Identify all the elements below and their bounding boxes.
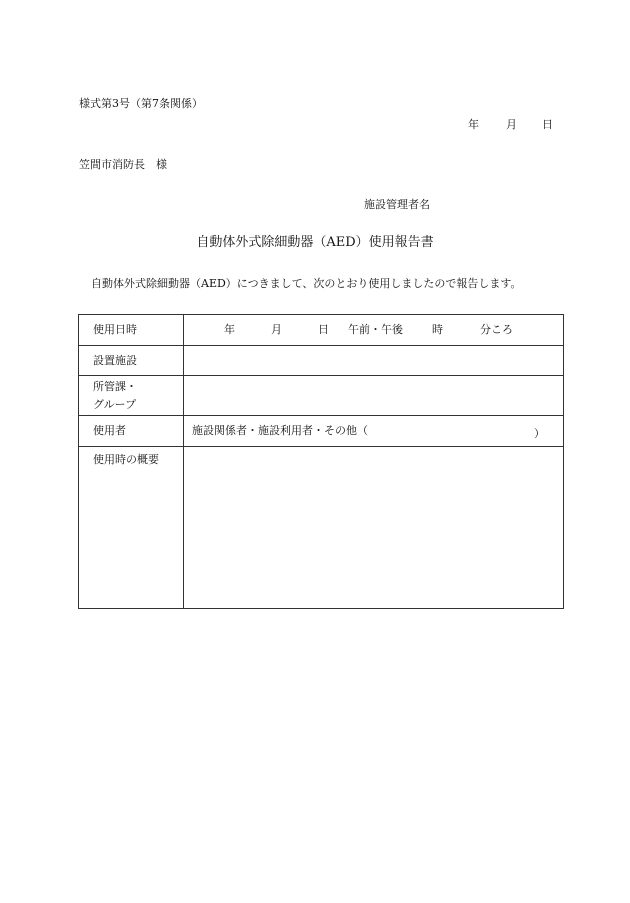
report-table — [78, 314, 564, 609]
table-row-summary — [79, 447, 564, 609]
datetime-field[interactable] — [184, 315, 564, 346]
department-field[interactable] — [184, 376, 564, 416]
datetime-minute: 分ころ — [480, 323, 513, 337]
addressee: 笠間市消防長 様 — [79, 158, 167, 171]
datetime-hour: 時 — [432, 323, 443, 337]
user-close-paren: ） — [534, 427, 545, 440]
summary-label: 使用時の概要 — [79, 447, 184, 609]
datetime-year: 年 — [224, 323, 235, 337]
facility-manager-label: 施設管理者名 — [364, 198, 430, 211]
datetime-month: 月 — [271, 323, 282, 337]
table-row-facility — [79, 346, 564, 376]
document-title: 自動体外式除細動器（AED）使用報告書 — [196, 235, 434, 250]
table-row-datetime — [79, 315, 564, 346]
facility-label: 設置施設 — [79, 346, 184, 376]
table-row-user — [79, 416, 564, 447]
user-options: 施設関係者・施設利用者・その他（ — [192, 424, 368, 438]
datetime-label: 使用日時 — [79, 315, 184, 346]
table-row-department — [79, 376, 564, 416]
summary-field[interactable] — [184, 447, 564, 609]
facility-field[interactable] — [184, 346, 564, 376]
form-number: 様式第3号（第7条関係） — [79, 97, 203, 110]
datetime-ampm: 午前・午後 — [348, 323, 403, 337]
department-label-line2: グループ — [93, 397, 137, 411]
report-date — [468, 119, 553, 130]
date-day-label: 日 — [542, 118, 553, 131]
date-year-label: 年 — [468, 118, 479, 131]
department-label-line1: 所管課・ — [93, 379, 137, 393]
datetime-day: 日 — [318, 323, 329, 337]
date-month-label: 月 — [506, 118, 517, 131]
intro-text: 自動体外式除細動器（AED）につきまして、次のとおり使用しましたので報告します。 — [91, 277, 522, 290]
user-label: 使用者 — [79, 416, 184, 447]
department-label — [79, 376, 184, 416]
user-field[interactable] — [184, 416, 564, 447]
